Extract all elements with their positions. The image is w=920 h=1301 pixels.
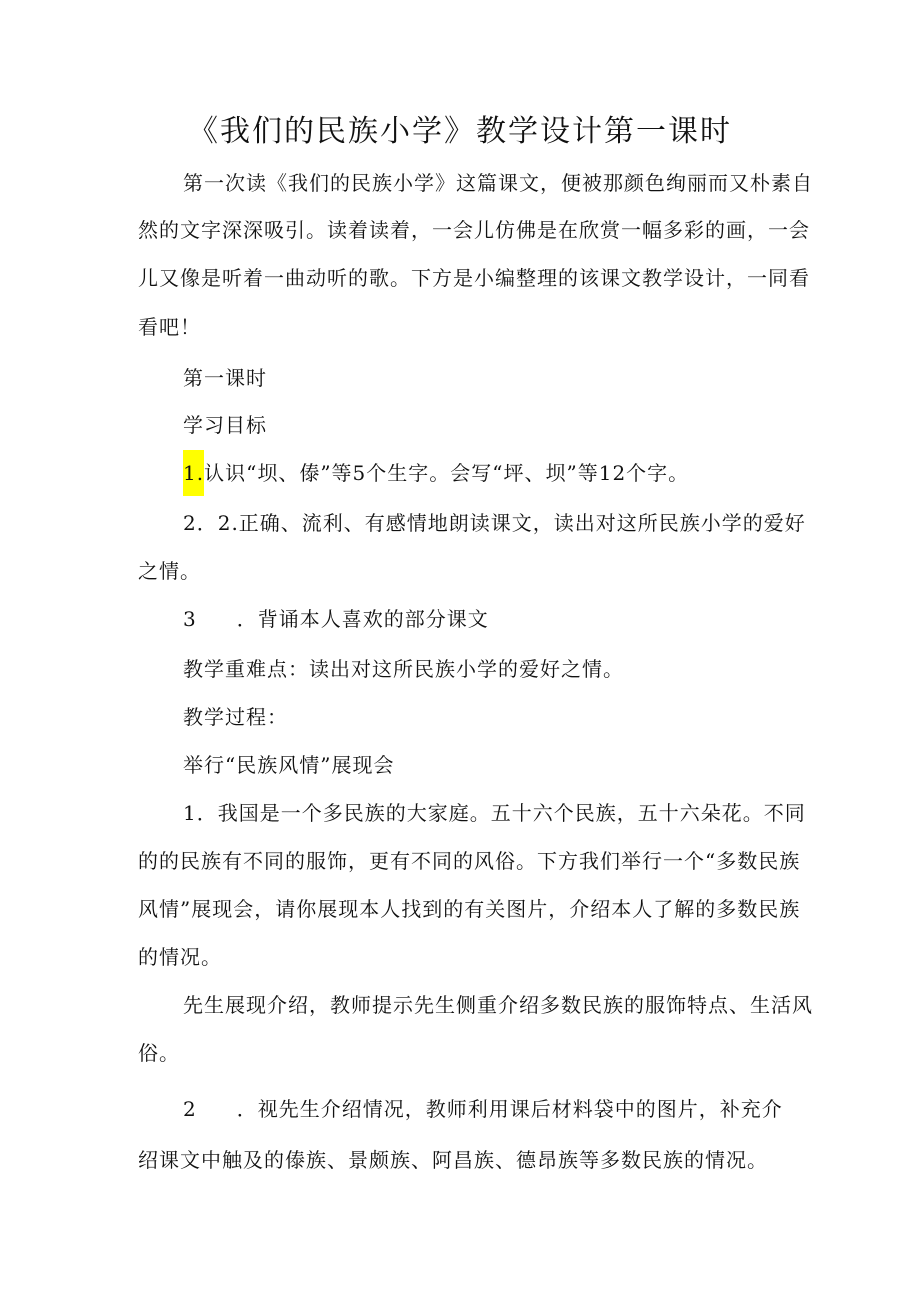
- process-label: 教学过程：: [183, 705, 288, 729]
- step-2-line-1: [183, 1094, 788, 1124]
- student-intro-line-2: 俗。: [138, 1041, 180, 1065]
- goal-3-text: ．背诵本人喜欢的部分课文: [236, 607, 489, 631]
- step-2-number: 2: [183, 1097, 197, 1121]
- goal-3: [183, 604, 788, 634]
- goal-3-number: 3: [183, 607, 197, 631]
- step-1-line-1: 1．我国是一个多民族的大家庭。五十六个民族，五十六朵花。不同: [183, 801, 806, 825]
- intro-line-2: 然的文字深深吸引。读着读着，一会儿仿佛是在欣赏一幅多彩的画，一会: [138, 218, 810, 242]
- goal-1-number-highlight: 1.: [183, 450, 204, 496]
- step-1-line-3: 风情”展现会，请你展现本人找到的有关图片，介绍本人了解的多数民族: [138, 897, 801, 921]
- step-2-line-2: 绍课文中触及的傣族、景颇族、阿昌族、德昂族等多数民族的情况。: [138, 1148, 768, 1172]
- goals-label: 学习目标: [183, 413, 267, 437]
- goal-2-line-2: 之情。: [138, 559, 201, 583]
- step-2-text: ．视先生介绍情况，教师利用课后材料袋中的图片，补充介: [236, 1097, 783, 1121]
- intro-line-4: 看吧！: [138, 315, 201, 339]
- student-intro-line-1: 先生展现介绍，教师提示先生侧重介绍多数民族的服饰特点、生活风: [183, 993, 813, 1017]
- lesson-label: 第一课时: [183, 366, 267, 390]
- intro-line-1: 第一次读《我们的民族小学》这篇课文，便被那颜色绚丽而又朴素自: [183, 171, 813, 195]
- activity-title: 举行“民族风情”展现会: [183, 753, 395, 777]
- goal-1: [183, 458, 788, 488]
- goal-2-line-1: 2．2.正确、流利、有感情地朗读课文，读出对这所民族小学的爱好: [183, 511, 806, 535]
- key-point: 教学重难点：读出对这所民族小学的爱好之情。: [183, 657, 624, 681]
- step-1-line-2: 的的民族有不同的服饰，更有不同的风俗。下方我们举行一个“多数民族: [138, 849, 801, 873]
- step-1-line-4: 的情况。: [138, 945, 222, 969]
- intro-line-3: 儿又像是听着一曲动听的歌。下方是小编整理的该课文教学设计，一同看: [138, 266, 810, 290]
- goal-1-text: 认识“坝、傣”等5个生字。会写“坪、坝”等12个字。: [204, 461, 690, 485]
- document-title: 《我们的民族小学》教学设计第一课时: [188, 114, 732, 149]
